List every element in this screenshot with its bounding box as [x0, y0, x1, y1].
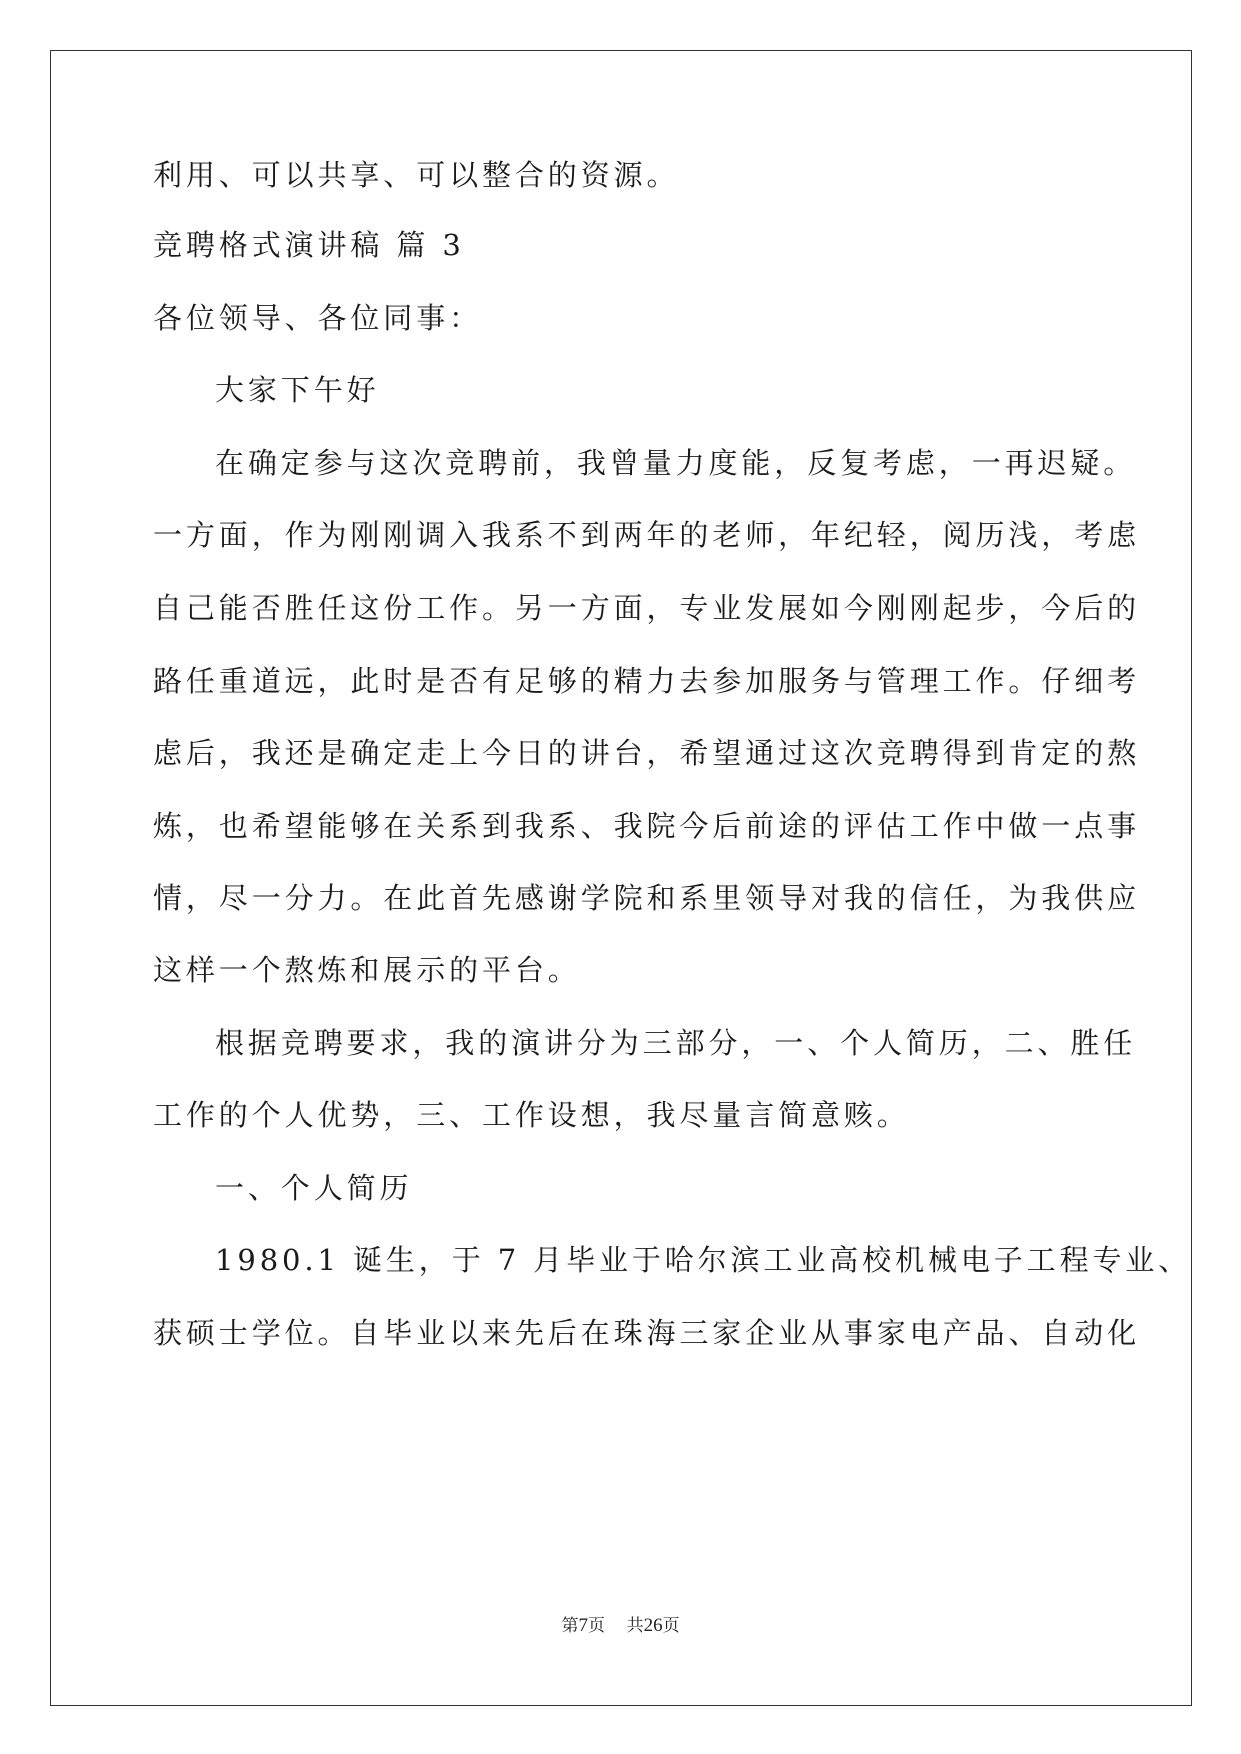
- page-footer: [0, 1614, 1241, 1638]
- total-page-count: 26: [643, 1615, 663, 1636]
- text-line: 获硕士学位。自毕业以来先后在珠海三家企业从事家电产品、自动化: [153, 1316, 1141, 1350]
- text-line: 1980.1 诞生，于 7 月毕业于哈尔滨工业高校机械电子工程专业、: [215, 1243, 1192, 1277]
- text-line: 路任重道远，此时是否有足够的精力去参加服务与管理工作。仔细考: [153, 664, 1141, 698]
- text-line: 自己能否胜任这份工作。另一方面，专业发展如今刚刚起步，今后的: [153, 591, 1141, 625]
- text-line: 利用、可以共享、可以整合的资源。: [153, 158, 680, 192]
- text-line: 炼，也希望能够在关系到我系、我院今后前途的评估工作中做一点事: [153, 809, 1141, 843]
- text-line: 一方面，作为刚刚调入我系不到两年的老师，年纪轻，阅历浅，考虑: [153, 518, 1141, 552]
- section-heading: 竞聘格式演讲稿 篇 3: [153, 228, 465, 262]
- footer-total-prefix: 共: [626, 1616, 644, 1636]
- text-line: 虑后，我还是确定走上今日的讲台，希望通过这次竞聘得到肯定的熬: [153, 736, 1141, 770]
- footer-page-suffix: 页: [587, 1616, 605, 1636]
- footer-prefix: 第: [561, 1616, 579, 1636]
- subsection-heading: 一、个人简历: [215, 1171, 413, 1205]
- salutation: 各位领导、各位同事：: [153, 301, 483, 335]
- text-line: 这样一个熬炼和展示的平台。: [153, 953, 581, 987]
- greeting: 大家下午好: [215, 373, 380, 407]
- footer-total-suffix: 页: [662, 1616, 680, 1636]
- text-line: 工作的个人优势，三、工作设想，我尽量言简意赅。: [153, 1098, 910, 1132]
- text-line: 情，尽一分力。在此首先感谢学院和系里领导对我的信任，为我供应: [153, 881, 1141, 915]
- text-line: 根据竞聘要求，我的演讲分为三部分，一、个人简历，二、胜任: [215, 1026, 1137, 1060]
- current-page-number: 7: [578, 1615, 588, 1636]
- text-line: 在确定参与这次竞聘前，我曾量力度能，反复考虑，一再迟疑。: [215, 446, 1137, 480]
